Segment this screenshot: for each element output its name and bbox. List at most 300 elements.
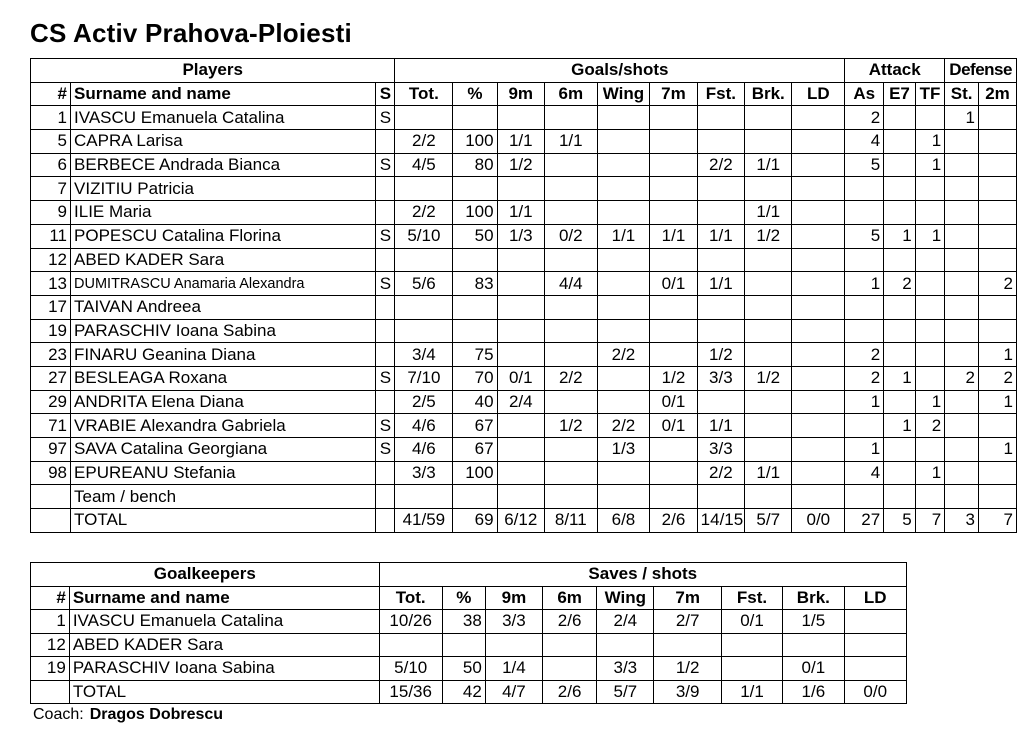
player-row bbox=[31, 414, 1017, 438]
players-cell bbox=[597, 201, 650, 225]
players-cell: 8/11 bbox=[544, 509, 597, 533]
players-cell: 7 bbox=[31, 177, 71, 201]
players-cell bbox=[497, 485, 544, 509]
attack-group-header: Attack bbox=[845, 59, 945, 83]
players-cell bbox=[597, 461, 650, 485]
players-cell: 2/2 bbox=[544, 366, 597, 390]
players-cell bbox=[978, 319, 1016, 343]
players-cell: 27 bbox=[31, 366, 71, 390]
players-cell: 69 bbox=[453, 509, 497, 533]
players-cell bbox=[845, 177, 884, 201]
players-cell: 2/2 bbox=[395, 201, 453, 225]
keepers-cell: 19 bbox=[31, 657, 70, 681]
players-cell: VIZITIU Patricia bbox=[71, 177, 376, 201]
players-cell bbox=[884, 177, 916, 201]
keepers-cell bbox=[844, 633, 907, 657]
players-cell bbox=[792, 485, 845, 509]
players-cell: 2/2 bbox=[597, 343, 650, 367]
goalkeeper-row bbox=[31, 610, 907, 634]
players-cell bbox=[792, 224, 845, 248]
players-cell bbox=[650, 130, 697, 154]
keepers-cell: 38 bbox=[442, 610, 485, 634]
keepers-cell: 2/7 bbox=[654, 610, 721, 634]
keepers-cell: 5/10 bbox=[379, 657, 442, 681]
players-cell: 0/1 bbox=[497, 366, 544, 390]
players-cell bbox=[697, 106, 744, 130]
keepers-cell bbox=[31, 680, 70, 704]
players-cell: S bbox=[376, 153, 395, 177]
players-cell: 2 bbox=[915, 414, 944, 438]
players-cell bbox=[915, 366, 944, 390]
keepers-cell: 3/3 bbox=[597, 657, 654, 681]
players-cell bbox=[376, 248, 395, 272]
players-cell: 2 bbox=[978, 272, 1016, 296]
players-column-header: # bbox=[31, 82, 71, 106]
keepers-cell: 10/26 bbox=[379, 610, 442, 634]
players-cell bbox=[745, 130, 792, 154]
players-cell bbox=[395, 295, 453, 319]
players-cell bbox=[792, 461, 845, 485]
players-cell bbox=[792, 414, 845, 438]
players-cell bbox=[945, 485, 979, 509]
players-cell bbox=[945, 248, 979, 272]
players-cell bbox=[597, 248, 650, 272]
players-cell bbox=[945, 461, 979, 485]
players-cell: 6 bbox=[31, 153, 71, 177]
players-cell bbox=[915, 319, 944, 343]
keepers-cell bbox=[844, 657, 907, 681]
players-cell: 4 bbox=[845, 130, 884, 154]
players-cell bbox=[792, 295, 845, 319]
players-cell bbox=[915, 485, 944, 509]
players-cell: 50 bbox=[453, 224, 497, 248]
players-cell bbox=[745, 343, 792, 367]
players-cell bbox=[497, 177, 544, 201]
players-cell bbox=[792, 438, 845, 462]
players-cell bbox=[884, 295, 916, 319]
keepers-column-header: 7m bbox=[654, 586, 721, 610]
players-cell: 1 bbox=[31, 106, 71, 130]
players-cell: Team / bench bbox=[71, 485, 376, 509]
players-cell bbox=[978, 106, 1016, 130]
players-cell bbox=[650, 201, 697, 225]
players-cell: POPESCU Catalina Florina bbox=[71, 224, 376, 248]
players-cell bbox=[453, 485, 497, 509]
keepers-column-header: Wing bbox=[597, 586, 654, 610]
player-row bbox=[31, 130, 1017, 154]
players-cell bbox=[497, 106, 544, 130]
players-cell: 7 bbox=[915, 509, 944, 533]
players-cell bbox=[884, 343, 916, 367]
keepers-cell bbox=[543, 633, 597, 657]
keepers-cell bbox=[721, 633, 782, 657]
players-column-header: As bbox=[845, 82, 884, 106]
keepers-cell: 15/36 bbox=[379, 680, 442, 704]
players-cell bbox=[884, 153, 916, 177]
players-group-header-row bbox=[31, 59, 1017, 83]
players-cell bbox=[497, 461, 544, 485]
players-cell: 2/2 bbox=[597, 414, 650, 438]
players-cell bbox=[544, 248, 597, 272]
defense-group-header: Defense bbox=[945, 59, 1017, 83]
keepers-cell: 1/5 bbox=[783, 610, 844, 634]
players-cell bbox=[978, 177, 1016, 201]
players-cell bbox=[697, 485, 744, 509]
players-cell bbox=[745, 295, 792, 319]
players-cell: 4 bbox=[845, 461, 884, 485]
players-cell: 3/3 bbox=[697, 366, 744, 390]
players-cell: EPUREANU Stefania bbox=[71, 461, 376, 485]
players-column-header: 7m bbox=[650, 82, 697, 106]
players-cell bbox=[745, 177, 792, 201]
players-cell bbox=[792, 390, 845, 414]
players-cell bbox=[650, 485, 697, 509]
players-cell: 2 bbox=[945, 366, 979, 390]
players-cell bbox=[915, 295, 944, 319]
players-cell bbox=[597, 485, 650, 509]
players-cell bbox=[376, 130, 395, 154]
players-cell bbox=[978, 130, 1016, 154]
players-cell bbox=[544, 461, 597, 485]
players-cell bbox=[650, 343, 697, 367]
players-cell: 1/2 bbox=[697, 343, 744, 367]
players-cell: 5/10 bbox=[395, 224, 453, 248]
player-row bbox=[31, 485, 1017, 509]
players-cell bbox=[376, 177, 395, 201]
players-cell bbox=[497, 438, 544, 462]
players-cell bbox=[945, 414, 979, 438]
keepers-cell bbox=[783, 633, 844, 657]
players-cell: 5 bbox=[884, 509, 916, 533]
players-cell: 1/1 bbox=[697, 272, 744, 296]
players-cell bbox=[597, 130, 650, 154]
players-cell: 1 bbox=[845, 438, 884, 462]
players-cell bbox=[915, 248, 944, 272]
player-row bbox=[31, 153, 1017, 177]
players-cell bbox=[884, 201, 916, 225]
players-group-header: Players bbox=[31, 59, 395, 83]
keepers-cell: ABED KADER Sara bbox=[69, 633, 379, 657]
players-cell: 1/2 bbox=[745, 366, 792, 390]
players-cell bbox=[745, 272, 792, 296]
players-cell: 4/5 bbox=[395, 153, 453, 177]
players-cell: BERBECE Andrada Bianca bbox=[71, 153, 376, 177]
players-cell bbox=[845, 248, 884, 272]
players-cell bbox=[544, 438, 597, 462]
players-cell: 7 bbox=[978, 509, 1016, 533]
players-cell bbox=[650, 153, 697, 177]
players-cell bbox=[978, 295, 1016, 319]
players-cell: 0/1 bbox=[650, 390, 697, 414]
keepers-column-header: % bbox=[442, 586, 485, 610]
players-cell bbox=[376, 295, 395, 319]
players-cell bbox=[945, 201, 979, 225]
player-row bbox=[31, 461, 1017, 485]
player-row bbox=[31, 106, 1017, 130]
keepers-column-header: Surname and name bbox=[69, 586, 379, 610]
players-cell: 1/3 bbox=[597, 438, 650, 462]
keepers-cell: 0/0 bbox=[844, 680, 907, 704]
players-cell: 1 bbox=[945, 106, 979, 130]
page-title: CS Activ Prahova-Ploiesti bbox=[30, 18, 352, 48]
players-cell bbox=[915, 343, 944, 367]
players-cell: 1/1 bbox=[544, 130, 597, 154]
keepers-cell: 42 bbox=[442, 680, 485, 704]
players-cell bbox=[650, 106, 697, 130]
players-column-header: Brk. bbox=[745, 82, 792, 106]
players-cell bbox=[376, 485, 395, 509]
players-cell bbox=[376, 509, 395, 533]
players-cell bbox=[745, 438, 792, 462]
players-cell bbox=[376, 390, 395, 414]
players-cell: 2 bbox=[845, 366, 884, 390]
players-cell: 2/2 bbox=[395, 130, 453, 154]
keepers-cell: 1/4 bbox=[485, 657, 542, 681]
players-cell bbox=[650, 248, 697, 272]
players-cell: 5 bbox=[845, 153, 884, 177]
keepers-cell: 1/6 bbox=[783, 680, 844, 704]
players-cell: 1 bbox=[884, 414, 916, 438]
players-cell bbox=[884, 248, 916, 272]
player-row bbox=[31, 177, 1017, 201]
players-cell: 1 bbox=[915, 390, 944, 414]
players-cell bbox=[395, 106, 453, 130]
players-cell: IVASCU Emanuela Catalina bbox=[71, 106, 376, 130]
players-column-header: 9m bbox=[497, 82, 544, 106]
players-cell: PARASCHIV Ioana Sabina bbox=[71, 319, 376, 343]
players-cell: 1 bbox=[915, 224, 944, 248]
players-cell: S bbox=[376, 224, 395, 248]
players-cell: 1 bbox=[915, 461, 944, 485]
players-cell bbox=[978, 485, 1016, 509]
players-cell: 1 bbox=[978, 438, 1016, 462]
players-cell: 1/1 bbox=[497, 130, 544, 154]
players-column-header: LD bbox=[792, 82, 845, 106]
players-cell: TOTAL bbox=[71, 509, 376, 533]
players-cell: 2/5 bbox=[395, 390, 453, 414]
players-cell bbox=[945, 390, 979, 414]
players-cell: 70 bbox=[453, 366, 497, 390]
players-cell: 1/1 bbox=[650, 224, 697, 248]
keepers-cell: 5/7 bbox=[597, 680, 654, 704]
player-row bbox=[31, 366, 1017, 390]
keepers-cell: 1 bbox=[31, 610, 70, 634]
players-cell: 2 bbox=[845, 106, 884, 130]
players-cell: 1 bbox=[884, 366, 916, 390]
keepers-cell bbox=[543, 657, 597, 681]
players-cell: 11 bbox=[31, 224, 71, 248]
players-cell bbox=[376, 319, 395, 343]
players-cell bbox=[915, 438, 944, 462]
players-cell: 98 bbox=[31, 461, 71, 485]
players-column-header: Fst. bbox=[697, 82, 744, 106]
keepers-cell: 1/2 bbox=[654, 657, 721, 681]
keepers-cell: 0/1 bbox=[783, 657, 844, 681]
players-cell bbox=[544, 390, 597, 414]
players-cell bbox=[31, 485, 71, 509]
players-cell: 5/7 bbox=[745, 509, 792, 533]
players-cell: 2 bbox=[845, 343, 884, 367]
players-cell: DUMITRASCU Anamaria Alexandra bbox=[71, 272, 376, 296]
players-cell bbox=[915, 201, 944, 225]
keepers-column-header: Fst. bbox=[721, 586, 782, 610]
goalkeepers-column-header-row bbox=[31, 586, 907, 610]
players-cell: 5 bbox=[845, 224, 884, 248]
players-cell bbox=[453, 248, 497, 272]
players-cell bbox=[650, 295, 697, 319]
players-cell: 17 bbox=[31, 295, 71, 319]
players-cell bbox=[915, 106, 944, 130]
players-cell: 1/1 bbox=[697, 224, 744, 248]
players-cell bbox=[597, 390, 650, 414]
players-cell bbox=[884, 390, 916, 414]
players-cell bbox=[845, 319, 884, 343]
players-cell bbox=[845, 295, 884, 319]
players-cell: 2/4 bbox=[497, 390, 544, 414]
keepers-column-header: Tot. bbox=[379, 586, 442, 610]
players-cell bbox=[792, 106, 845, 130]
keepers-cell bbox=[654, 633, 721, 657]
coach-label: Coach: bbox=[33, 706, 84, 723]
players-cell bbox=[544, 201, 597, 225]
players-cell: 4/4 bbox=[544, 272, 597, 296]
players-cell: 27 bbox=[845, 509, 884, 533]
keepers-column-header: 9m bbox=[485, 586, 542, 610]
players-cell: 1/1 bbox=[597, 224, 650, 248]
players-cell: 7/10 bbox=[395, 366, 453, 390]
players-cell bbox=[915, 177, 944, 201]
players-cell bbox=[544, 485, 597, 509]
players-column-header: 2m bbox=[978, 82, 1016, 106]
players-stats-table bbox=[30, 58, 1017, 533]
goals-shots-group-header: Goals/shots bbox=[395, 59, 845, 83]
players-cell: 1/1 bbox=[745, 153, 792, 177]
players-cell bbox=[978, 248, 1016, 272]
players-cell bbox=[945, 272, 979, 296]
goalkeepers-group-header-row bbox=[31, 563, 907, 587]
players-cell: 0/1 bbox=[650, 414, 697, 438]
players-cell bbox=[497, 248, 544, 272]
players-cell bbox=[745, 390, 792, 414]
players-cell bbox=[395, 319, 453, 343]
keepers-cell: IVASCU Emanuela Catalina bbox=[69, 610, 379, 634]
players-cell bbox=[597, 366, 650, 390]
players-cell: 13 bbox=[31, 272, 71, 296]
players-cell: 5/6 bbox=[395, 272, 453, 296]
keepers-cell bbox=[721, 657, 782, 681]
players-cell bbox=[497, 343, 544, 367]
players-cell: 2/2 bbox=[697, 461, 744, 485]
players-cell: FINARU Geanina Diana bbox=[71, 343, 376, 367]
players-cell: 1 bbox=[978, 343, 1016, 367]
players-cell bbox=[597, 177, 650, 201]
players-cell bbox=[792, 153, 845, 177]
players-cell: 40 bbox=[453, 390, 497, 414]
players-cell bbox=[544, 177, 597, 201]
players-cell: 5 bbox=[31, 130, 71, 154]
players-cell: 75 bbox=[453, 343, 497, 367]
players-cell bbox=[697, 295, 744, 319]
goalkeepers-group-header: Goalkeepers bbox=[31, 563, 380, 587]
players-cell bbox=[497, 319, 544, 343]
players-cell bbox=[792, 272, 845, 296]
players-cell bbox=[792, 248, 845, 272]
players-cell bbox=[978, 153, 1016, 177]
player-row bbox=[31, 224, 1017, 248]
players-cell: 1/3 bbox=[497, 224, 544, 248]
players-cell: CAPRA Larisa bbox=[71, 130, 376, 154]
players-cell bbox=[884, 438, 916, 462]
keepers-cell: PARASCHIV Ioana Sabina bbox=[69, 657, 379, 681]
keepers-cell: 2/6 bbox=[543, 680, 597, 704]
players-cell: 97 bbox=[31, 438, 71, 462]
players-cell bbox=[884, 485, 916, 509]
players-cell bbox=[453, 177, 497, 201]
players-cell: BESLEAGA Roxana bbox=[71, 366, 376, 390]
players-cell bbox=[544, 343, 597, 367]
players-cell bbox=[697, 248, 744, 272]
player-row bbox=[31, 390, 1017, 414]
players-cell bbox=[650, 319, 697, 343]
players-cell bbox=[697, 319, 744, 343]
player-row bbox=[31, 319, 1017, 343]
players-cell bbox=[597, 295, 650, 319]
keepers-cell bbox=[379, 633, 442, 657]
players-cell bbox=[884, 461, 916, 485]
players-cell bbox=[376, 343, 395, 367]
player-row bbox=[31, 438, 1017, 462]
players-cell bbox=[792, 177, 845, 201]
players-column-header: % bbox=[453, 82, 497, 106]
coach-line bbox=[33, 706, 223, 724]
players-cell bbox=[792, 319, 845, 343]
players-cell bbox=[453, 295, 497, 319]
players-column-header: Wing bbox=[597, 82, 650, 106]
players-cell: S bbox=[376, 414, 395, 438]
players-cell bbox=[884, 130, 916, 154]
players-cell: 0/1 bbox=[650, 272, 697, 296]
players-cell bbox=[544, 153, 597, 177]
players-cell bbox=[697, 177, 744, 201]
players-cell: 14/15 bbox=[697, 509, 744, 533]
players-cell: 1 bbox=[915, 130, 944, 154]
players-cell bbox=[453, 106, 497, 130]
keepers-column-header: LD bbox=[844, 586, 907, 610]
players-cell: S bbox=[376, 438, 395, 462]
keepers-cell: TOTAL bbox=[69, 680, 379, 704]
players-cell: 100 bbox=[453, 461, 497, 485]
players-cell: 23 bbox=[31, 343, 71, 367]
goalkeeper-row bbox=[31, 657, 907, 681]
players-cell bbox=[497, 414, 544, 438]
players-cell: 1/2 bbox=[497, 153, 544, 177]
players-cell: 67 bbox=[453, 438, 497, 462]
players-cell bbox=[792, 343, 845, 367]
players-cell bbox=[945, 177, 979, 201]
keepers-cell bbox=[442, 633, 485, 657]
players-cell bbox=[792, 366, 845, 390]
players-cell bbox=[650, 177, 697, 201]
players-cell bbox=[745, 414, 792, 438]
players-cell bbox=[31, 509, 71, 533]
player-row bbox=[31, 201, 1017, 225]
players-cell bbox=[792, 201, 845, 225]
players-cell bbox=[745, 248, 792, 272]
players-cell bbox=[915, 272, 944, 296]
players-cell bbox=[978, 461, 1016, 485]
players-cell: 3/3 bbox=[395, 461, 453, 485]
players-cell: 9 bbox=[31, 201, 71, 225]
